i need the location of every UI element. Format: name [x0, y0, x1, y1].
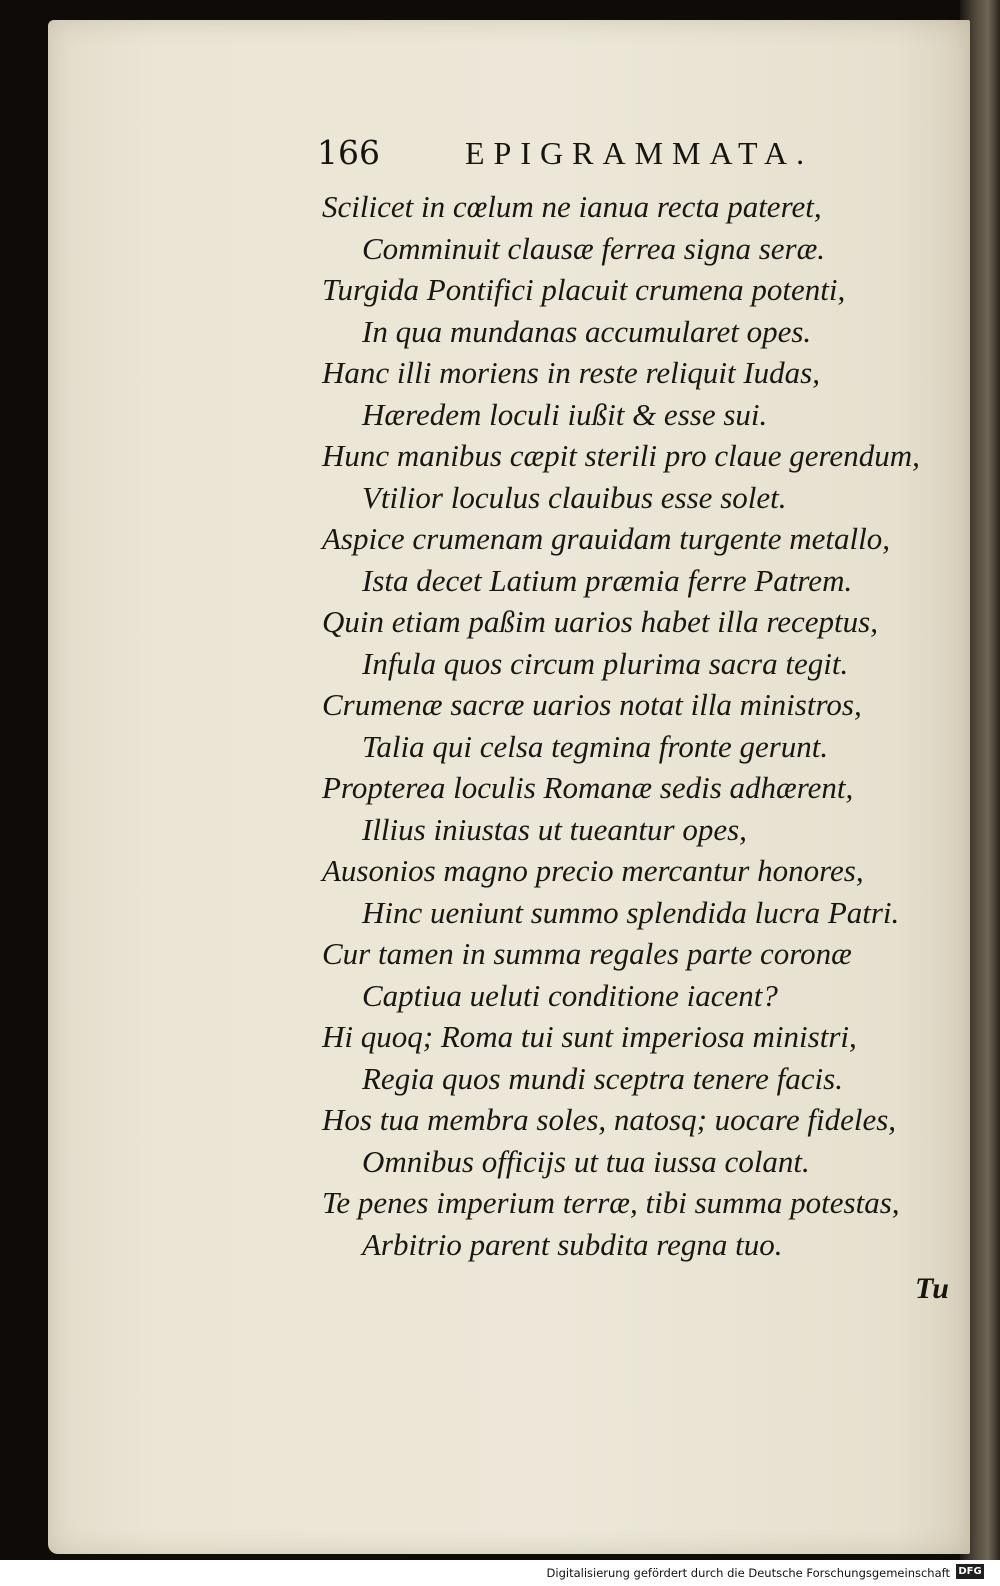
verse-line: Hi quoq; Roma tui sunt imperiosa ministri, — [322, 1019, 857, 1054]
verse-line: Turgida Pontifici placuit crumena potenti, — [322, 272, 846, 307]
verse-line: Hunc manibus cæpit sterili pro claue gerendum, — [322, 438, 920, 473]
verse-line: In qua mundanas accumularet opes. — [362, 313, 812, 349]
verse-line: Vtilior loculus clauibus esse solet. — [362, 479, 787, 515]
verse-line: Comminuit clausæ ferrea signa seræ. — [362, 230, 826, 266]
verse-line: Captiua ueluti conditione iacent? — [362, 977, 778, 1013]
verse-line: Regia quos mundi sceptra tenere facis. — [362, 1060, 843, 1096]
catchword: Tu — [915, 1272, 949, 1305]
footer-strip — [0, 1560, 1000, 1586]
verse-line: Hanc illi moriens in reste reliquit Iudas, — [322, 355, 820, 390]
running-head: EPIGRAMMATA. — [465, 135, 814, 171]
verse-line: Illius iniustas ut tueantur opes, — [362, 811, 747, 847]
page-number: 166 — [317, 133, 380, 172]
verse-line: Scilicet in cœlum ne ianua recta pateret, — [322, 189, 822, 224]
verse-line: Hos tua membra soles, natosq; uocare fideles, — [322, 1102, 897, 1137]
verse-line: Ausonios magno precio mercantur honores, — [322, 853, 864, 888]
verse-line: Crumenæ sacræ uarios notat illa ministros, — [322, 687, 862, 722]
verse-body — [322, 186, 962, 1265]
verse-line: Talia qui celsa tegmina fronte gerunt. — [362, 728, 829, 764]
verse-line: Ista decet Latium præmia ferre Patrem. — [362, 562, 853, 598]
verse-line: Omnibus officijs ut tua iussa colant. — [362, 1143, 810, 1179]
verse-line: Propterea loculis Romanæ sedis adhærent, — [322, 770, 854, 805]
verse-line: Te penes imperium terræ, tibi summa potestas, — [322, 1185, 900, 1220]
verse-line: Infula quos circum plurima sacra tegit. — [362, 645, 849, 681]
verse-line: Quin etiam paßim uarios habet illa receptus, — [322, 604, 878, 639]
dfg-logo: DFG — [956, 1564, 984, 1579]
verse-line: Arbitrio parent subdita regna tuo. — [362, 1226, 783, 1262]
verse-line: Hinc ueniunt summo splendida lucra Patri. — [362, 894, 900, 930]
verse-line: Hæredem loculi iußit & esse sui. — [362, 396, 768, 432]
page-header — [317, 133, 837, 181]
digitization-credit: Digitalisierung gefördert durch die Deutsche Forschungsgemeinschaft — [546, 1566, 950, 1580]
verse-line: Cur tamen in summa regales parte coronæ — [322, 936, 852, 971]
verse-line: Aspice crumenam grauidam turgente metallo, — [322, 521, 890, 556]
